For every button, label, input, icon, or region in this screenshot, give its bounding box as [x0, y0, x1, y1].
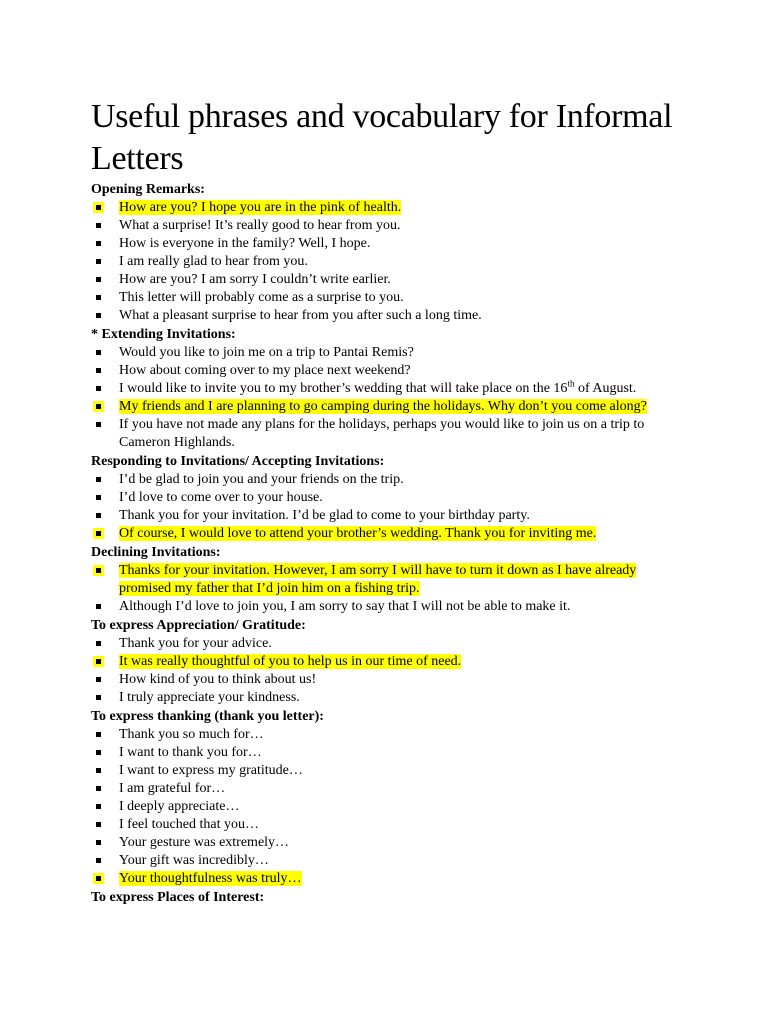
- phrase-text: Thank you for your advice.: [119, 636, 272, 651]
- square-bullet-icon: [96, 677, 101, 682]
- section-heading: To express thanking (thank you letter):: [91, 709, 324, 724]
- phrase-item: [91, 253, 691, 271]
- phrase-item: [91, 398, 691, 416]
- phrase-text: I would like to invite you to my brother’s wedding that will take place on the 16th of August.: [119, 378, 637, 396]
- phrase-text: Thank you for your invitation. I’d be glad to come to your birthday party.: [119, 508, 530, 523]
- phrase-item: [91, 344, 691, 362]
- square-bullet-icon: [96, 368, 101, 373]
- phrase-item: [91, 271, 691, 289]
- square-bullet-icon: [96, 768, 101, 773]
- square-bullet-icon: [96, 386, 101, 391]
- square-bullet-icon: [96, 313, 101, 318]
- square-bullet-icon: [96, 604, 101, 609]
- square-bullet-icon: [96, 277, 101, 282]
- phrase-text: Of course, I would love to attend your brother’s wedding. Thank you for inviting me.: [119, 526, 597, 541]
- phrase-item: [91, 689, 691, 707]
- square-bullet-icon: [96, 641, 101, 646]
- phrase-item: [91, 870, 691, 888]
- square-bullet-icon: [96, 477, 101, 482]
- square-bullet-icon: [96, 876, 101, 881]
- square-bullet-icon: [96, 858, 101, 863]
- section-heading: Declining Invitations:: [91, 545, 221, 560]
- square-bullet-icon: [96, 404, 101, 409]
- phrase-item: [91, 235, 691, 253]
- square-bullet-icon: [96, 732, 101, 737]
- phrase-list: [91, 344, 691, 452]
- section-heading: To express Places of Interest:: [91, 890, 265, 905]
- phrase-item: [91, 671, 691, 689]
- phrase-item: [91, 380, 691, 398]
- phrase-list: [91, 471, 691, 543]
- phrase-text: How about coming over to my place next weekend?: [119, 363, 411, 378]
- phrase-text: Thank you so much for…: [119, 727, 264, 742]
- square-bullet-icon: [96, 241, 101, 246]
- square-bullet-icon: [96, 495, 101, 500]
- phrase-list: [91, 562, 691, 616]
- square-bullet-icon: [96, 750, 101, 755]
- section-heading: To express Appreciation/ Gratitude:: [91, 618, 306, 633]
- phrase-item: [91, 562, 691, 598]
- sections-container: [91, 181, 691, 907]
- square-bullet-icon: [96, 531, 101, 536]
- phrase-text: I feel touched that you…: [119, 817, 259, 832]
- phrase-text: If you have not made any plans for the holidays, perhaps you would like to join us on a trip to Cameron Highlands.: [119, 417, 645, 450]
- square-bullet-icon: [96, 259, 101, 264]
- phrase-item: [91, 307, 691, 325]
- phrase-list: [91, 635, 691, 707]
- phrase-item: [91, 762, 691, 780]
- phrase-text: How is everyone in the family? Well, I hope.: [119, 236, 371, 251]
- phrase-item: [91, 362, 691, 380]
- phrase-item: [91, 507, 691, 525]
- phrase-text: My friends and I are planning to go camping during the holidays. Why don’t you come along?: [119, 399, 647, 414]
- phrase-item: [91, 780, 691, 798]
- phrase-item: [91, 834, 691, 852]
- square-bullet-icon: [96, 223, 101, 228]
- phrase-text: Your gift was incredibly…: [119, 853, 269, 868]
- phrase-item: [91, 416, 691, 452]
- square-bullet-icon: [96, 568, 101, 573]
- square-bullet-icon: [96, 513, 101, 518]
- section-heading: Responding to Invitations/ Accepting Invitations:: [91, 454, 385, 469]
- square-bullet-icon: [96, 786, 101, 791]
- phrase-text: I truly appreciate your kindness.: [119, 690, 300, 705]
- phrase-text: What a surprise! It’s really good to hear from you.: [119, 218, 401, 233]
- phrase-item: [91, 816, 691, 834]
- phrase-text: How are you? I am sorry I couldn’t write earlier.: [119, 272, 391, 287]
- square-bullet-icon: [96, 205, 101, 210]
- phrase-text: What a pleasant surprise to hear from you after such a long time.: [119, 308, 482, 323]
- phrase-text: I want to thank you for…: [119, 745, 262, 760]
- phrase-text: I’d be glad to join you and your friends on the trip.: [119, 472, 404, 487]
- phrase-text: How are you? I hope you are in the pink of health.: [119, 200, 402, 215]
- phrase-item: [91, 489, 691, 507]
- phrase-text: How kind of you to think about us!: [119, 672, 317, 687]
- phrase-text: Your gesture was extremely…: [119, 835, 290, 850]
- phrase-item: [91, 798, 691, 816]
- document-page: [91, 96, 691, 907]
- phrase-text: I am really glad to hear from you.: [119, 254, 308, 269]
- square-bullet-icon: [96, 840, 101, 845]
- phrase-text: It was really thoughtful of you to help us in our time of need.: [119, 654, 462, 669]
- square-bullet-icon: [96, 804, 101, 809]
- square-bullet-icon: [96, 350, 101, 355]
- phrase-item: [91, 635, 691, 653]
- phrase-list: [91, 199, 691, 325]
- phrase-text: Although I’d love to join you, I am sorry to say that I will not be able to make it.: [119, 599, 571, 614]
- document-title: Useful phrases and vocabulary for Informal Letters: [91, 98, 673, 177]
- phrase-item: [91, 217, 691, 235]
- phrase-text: I deeply appreciate…: [119, 799, 240, 814]
- phrase-item: [91, 471, 691, 489]
- square-bullet-icon: [96, 659, 101, 664]
- phrase-text: Would you like to join me on a trip to Pantai Remis?: [119, 345, 414, 360]
- phrase-item: [91, 852, 691, 870]
- phrase-item: [91, 199, 691, 217]
- phrase-item: [91, 726, 691, 744]
- square-bullet-icon: [96, 822, 101, 827]
- phrase-text: Thanks for your invitation. However, I am sorry I will have to turn it down as I have already promised my father that I’d join him on a fishing trip.: [119, 563, 637, 596]
- phrase-list: [91, 726, 691, 888]
- phrase-item: [91, 289, 691, 307]
- section-heading: * Extending Invitations:: [91, 327, 236, 342]
- phrase-item: [91, 525, 691, 543]
- square-bullet-icon: [96, 295, 101, 300]
- phrase-text: Your thoughtfulness was truly…: [119, 871, 302, 886]
- phrase-item: [91, 744, 691, 762]
- phrase-item: [91, 598, 691, 616]
- phrase-text: This letter will probably come as a surprise to you.: [119, 290, 404, 305]
- phrase-text: I am grateful for…: [119, 781, 226, 796]
- phrase-item: [91, 653, 691, 671]
- phrase-text: I’d love to come over to your house.: [119, 490, 323, 505]
- square-bullet-icon: [96, 695, 101, 700]
- square-bullet-icon: [96, 422, 101, 427]
- phrase-text: I want to express my gratitude…: [119, 763, 303, 778]
- section-heading: Opening Remarks:: [91, 182, 205, 197]
